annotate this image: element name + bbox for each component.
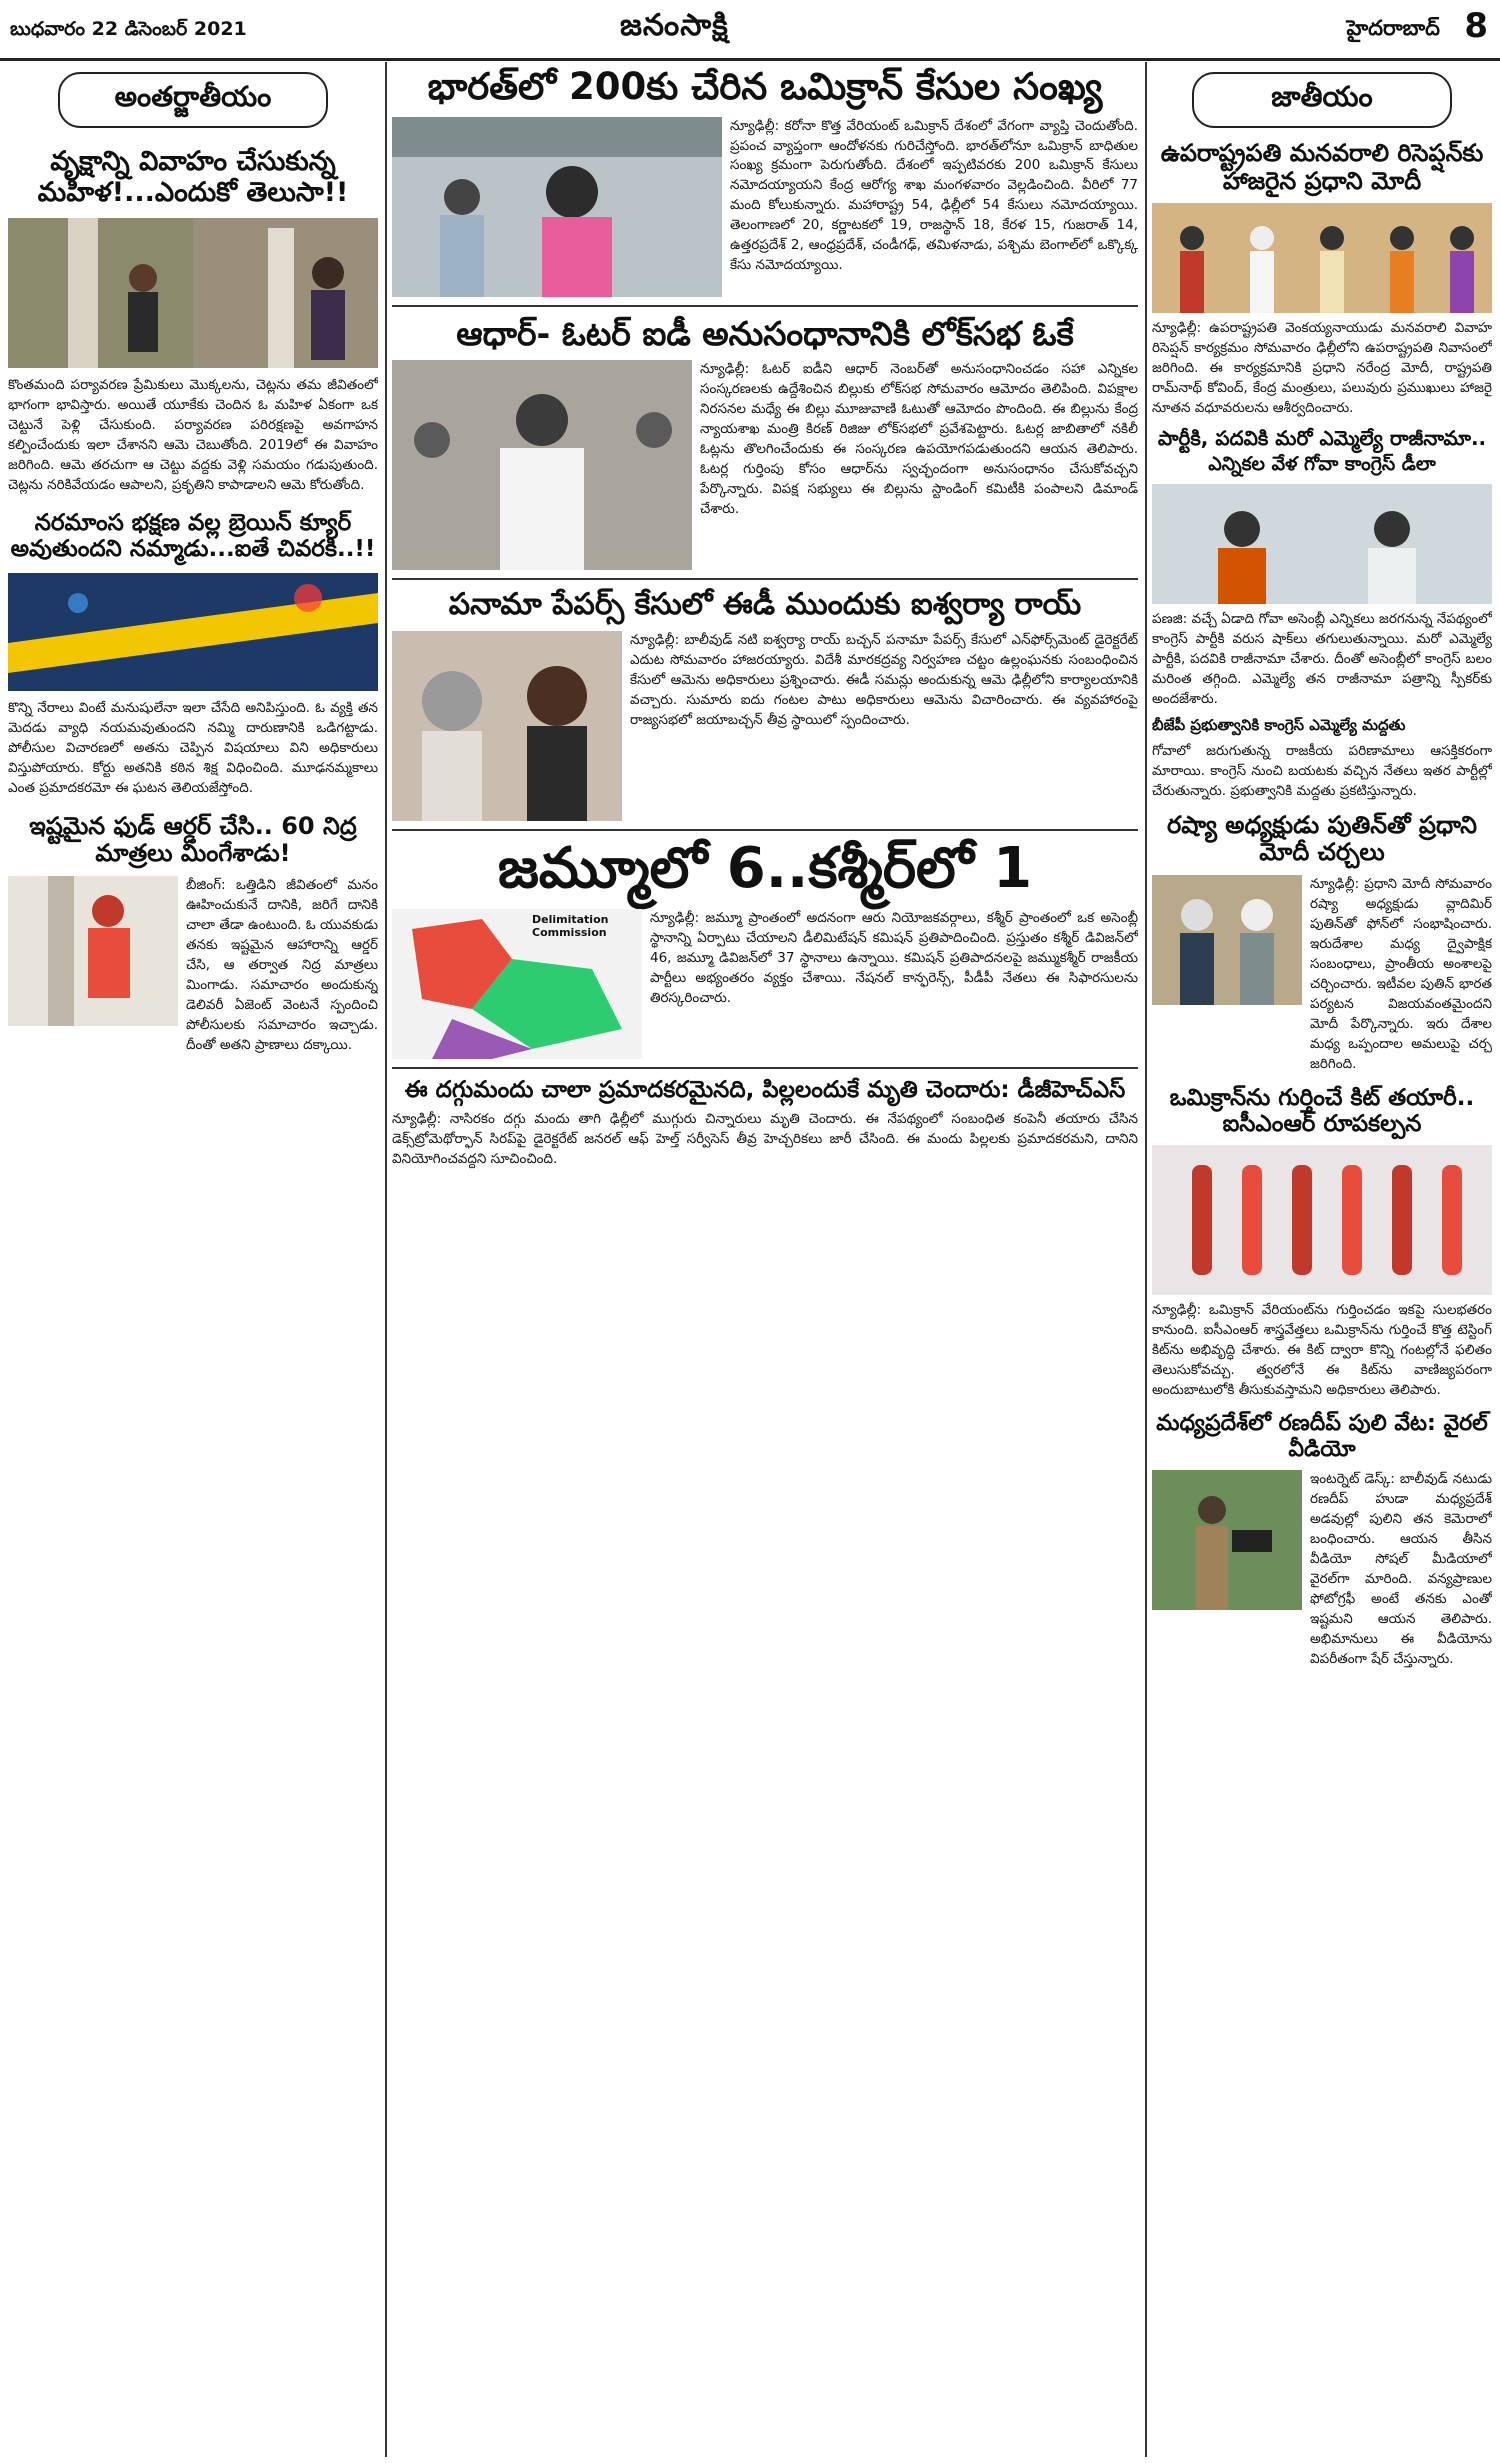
jammu-kashmir-body: న్యూఢిల్లీ: జమ్మూ ప్రాంతంలో అదనంగా ఆరు నియోజకవర్గాలు, కశ్మీర్ ప్రాంతంలో ఒక అసెంబ్లీ స్థానాన్ని ఏర్పాటు చేయాలని డీలిమిటేషన్ కమిషన్ ప్రతిపాదించింది. ప్రస్తుతం కశ్మీర్ డివిజన్‌లో 46, జమ్మూ డివిజన్‌లో 37 స్థానాలు ఉన్నాయి. కమిషన్ ప్రతిపాదనలపై జమ్ముకశ్మీర్ రాజకీయ పార్టీలు అభ్యంతరం వ్యక్తం చేశాయి. నేషనల్ కాన్ఫరెన్స్, పీడీపీ నేతలు ఈ సిఫారసులను తిరస్కరించారు. [650, 910, 1138, 1007]
cough-syrup-headline: ఈ దగ్గుమందు చాలా ప్రమాదకరమైనది, పిల్లలందుకే మృతి చెందారు: డీజీహెచ్ఎస్ [404, 1077, 1126, 1104]
left-column [8, 66, 378, 2456]
edition-city: హైదరాబాద్ [1346, 16, 1440, 40]
panama-papers-headline: పనామా పేపర్స్ కేసులో ఈడీ ముందుకు ఐశ్వర్యా రాయ్ [448, 587, 1082, 623]
aadhaar-voter-id-body: న్యూఢిల్లీ: ఓటర్ ఐడీని ఆధార్ నెంబర్‌తో అనుసంధానించడం సహా ఎన్నికల సంస్కరణలకు ఉద్దేశించిన బిల్లుకు లోక్‌సభ సోమవారం ఆమోదం తెలిపింది. విపక్షాల నిరసనల మధ్యే ఈ బిల్లు మూజువాణి ఓటుతో ఆమోదం పొందింది. ఈ బిల్లును కేంద్ర న్యాయశాఖ మంత్రి కిరణ్ రిజిజు లోక్‌సభలో ప్రవేశపెట్టారు. ఓటర్ల జాబితాలో నకిలీ ఓట్లను తొలగించేందుకు ఈ సంస్కరణ ఉపయోగపడుతుందని ఆయన తెలిపారు. ఓటర్ల గుర్తింపు కోసం ఆధార్‌ను స్వచ్ఛందంగా అనుసంధానం చేసుకోవచ్చని పేర్కొన్నారు. విపక్ష సభ్యులు ఈ బిల్లును స్టాండింగ్ కమిటీకి పంపాలని డిమాండ్ చేశారు. [700, 361, 1138, 518]
right-column [1152, 66, 1492, 2456]
map-title: Delimitation Commission [532, 913, 609, 940]
divider [392, 578, 1138, 580]
vaccination-photo [392, 117, 722, 297]
sleeping-pills-headline: ఇష్టమైన ఫుడ్ ఆర్డర్ చేసి.. 60 నిద్ర మాత్రలు మింగేశాడు! [29, 811, 357, 868]
actor-tiger-photo [1152, 1470, 1302, 1610]
bjp-support-body: గోవాలో జరుగుతున్న రాజకీయ పరిణామాలు ఆసక్తికరంగా మారాయి. కాంగ్రెస్ నుంచి బయటకు వచ్చిన నేతలు ఇతర పార్టీల్లో చేరుతున్నారు. ప్రభుత్వానికి మద్దతు ప్రకటిస్తున్నారు. [1152, 742, 1492, 799]
column-divider [385, 62, 387, 2457]
tree-marriage-body: కొంతమంది పర్యావరణ ప్రేమికులు మొక్కలను, చెట్లను తమ జీవితంలో భాగంగా భావిస్తారు. అయితే యూకేకు చెందిన ఓ మహిళ ఏకంగా ఒక చెట్టునే పెళ్లి చేసుకుంది. పర్యావరణ పరిరక్షణపై అవగాహన కల్పించేందుకు ఇలా చేశానని ఆమె చెబుతోంది. 2019లో ఈ వివాహం జరిగింది. ఆమె తరచుగా ఆ చెట్టు వద్దకు వెళ్లి సమయం గడుపుతుంది. చెట్లను నరికివేయడం ఆపాలని, ప్రకృతిని కాపాడాలని ఆమె కోరుతోంది. [8, 377, 378, 493]
jammu-kashmir-headline: జమ్మూలో 6..కశ్మీర్‌లో 1 [497, 835, 1033, 901]
delivery-man-image [8, 876, 178, 1026]
woman-tree-image [8, 218, 378, 368]
icmr-kit-headline: ఒమిక్రాన్‌ను గుర్తించే కిట్ తయారీ.. ఐసీఎంఆర్ రూపకల్పన [1169, 1084, 1475, 1137]
cannibal-headline: నరమాంస భక్షణ వల్ల బ్రెయిన్ క్యూర్ అవుతుందని నమ్మాడు...ఐతే చివరకి..!! [10, 509, 376, 563]
divider [392, 829, 1138, 831]
sleeping-pills-body: బీజింగ్: ఒత్తిడిని జీవితంలో మనం ఊహించుకునే దానికి, జరిగే దానికి చాలా తేడా ఉంటుంది. ఓ యువకుడు తనకు ఇష్టమైన ఆహారాన్ని ఆర్డర్ చేసి, ఆ తర్వాత నిద్ర మాత్రలు మింగాడు. సమాచారం అందుకున్న డెలివరీ ఏజెంట్ వెంటనే స్పందించి పోలీసులకు సమాచారం ఇచ్చాడు. దీంతో అతని ప్రాణాలు దక్కాయి. [186, 876, 378, 1053]
bjp-support-subhead: బీజేపీ ప్రభుత్వానికి కాంగ్రెస్ ఎమ్మెల్యే మద్దతు [1152, 715, 1406, 734]
vp-reception-headline: ఉపరాష్ట్రపతి మనవరాలి రిసెప్షన్‌కు హాజరైన ప్రధాని మోదీ [1160, 139, 1484, 195]
section-national: జాతీయం [1192, 72, 1452, 128]
putin-modi-photo [1152, 875, 1302, 1005]
tree-photo [8, 218, 378, 368]
icmr-kit-body: న్యూఢిల్లీ: ఒమిక్రాన్ వేరియంట్‌ను గుర్తించడం ఇకపై సులభతరం కానుంది. ఐసీఎంఆర్ శాస్త్రవేత్తలు ఒమిక్రాన్‌ను గుర్తించే కొత్త టెస్టింగ్ కిట్‌ను అభివృద్ధి చేశారు. ఈ కిట్ ద్వారా కొన్ని గంటల్లోనే ఫలితం తెలుసుకోవచ్చు. త్వరలోనే ఈ కిట్‌ను వాణిజ్యపరంగా అందుబాటులోకి తీసుకువస్తామని అధికారులు తెలిపారు. [1152, 1302, 1492, 1399]
goa-resignation-photo [1152, 484, 1492, 604]
section-international: అంతర్జాతీయం [58, 72, 328, 128]
page-number: 8 [1464, 6, 1488, 46]
goa-congress-subheadline: ఎన్నికల వేళ గోవా కాంగ్రెస్ డీలా [1208, 453, 1436, 476]
divider [392, 305, 1138, 307]
putin-modi-headline: రష్యా అధ్యక్షుడు పుతిన్‌తో ప్రధాని మోదీ చర్చలు [1166, 810, 1478, 867]
divider [392, 1067, 1138, 1069]
cough-syrup-body: న్యూఢిల్లీ: నాసిరకం దగ్గు మందు తాగి ఢిల్లీలో ముగ్గురు చిన్నారులు మృతి చెందారు. ఈ నేపథ్యంలో సంబంధిత కంపెనీ తయారు చేసిన డెక్స్‌ట్రోమెథోర్ఫాన్ సిరప్‌పై డైరెక్టరేట్ జనరల్ ఆఫ్ హెల్త్ సర్వీసెస్ తీవ్ర హెచ్చరికలు జారీ చేసింది. ఈ మందు పిల్లలకు ప్రమాదకరమని, దానిని వినియోగించవద్దని సూచించింది. [392, 1110, 1138, 1167]
center-column [392, 62, 1138, 2457]
panama-papers-body: న్యూఢిల్లీ: బాలీవుడ్ నటి ఐశ్వర్యా రాయ్ బచ్చన్ పనామా పేపర్స్ కేసులో ఎన్‌ఫోర్స్‌మెంట్ డైరెక్టరేట్ ఎదుట సోమవారం హాజరయ్యారు. విదేశీ మారకద్రవ్య నిర్వహణ చట్టం ఉల్లంఘనకు సంబంధించిన కేసులో ఆమెను అధికారులు ప్రశ్నించారు. ఈడీ సమన్లు అందుకున్న ఆమె ఢిల్లీలోని కార్యాలయానికి వచ్చారు. సుమారు ఐదు గంటల పాటు అధికారులు ఆమెను విచారించారు. ఈ వ్యవహారంపై రాజ్యసభలో జయాబచ్చన్ తీవ్ర స్థాయిలో స్పందించారు. [630, 631, 1138, 728]
crime-scene-photo [8, 573, 378, 691]
delimitation-map [392, 909, 642, 1059]
aadhaar-voter-id-headline: ఆధార్- ఓటర్ ఐడీ అనుసంధానానికి లోక్‌సభ ఓకే [456, 313, 1074, 353]
lok-sabha-minister-photo [392, 360, 692, 570]
newspaper-logo: జనంసాక్షి [620, 8, 729, 43]
issue-date: బుధవారం 22 డిసెంబర్ 2021 [10, 18, 247, 40]
cannibal-body: కొన్ని నేరాలు వింటే మనుషులేనా ఇలా చేసేది అనిపిస్తుంది. ఓ వ్యక్తి తన మెదడు వ్యాధి నయమవుతుందని నమ్మి దారుణానికి ఒడిగట్టాడు. పోలీసుల విచారణలో అతను చెప్పిన విషయాలు విని అధికారులు విస్తుపోయారు. కోర్టు అతనికి కఠిన శిక్ష విధించింది. మూఢనమ్మకాలు ఎంత ప్రమాదకరమో ఈ ఘటన తెలియజేస్తోంది. [8, 699, 378, 796]
omicron-body: న్యూఢిల్లీ: కరోనా కొత్త వేరియంట్ ఒమిక్రాన్ దేశంలో వేగంగా వ్యాప్తి చెందుతోంది. ప్రపంచ వ్యాప్తంగా ఆందోళనకు గురిచేస్తోంది. భారత్‌లోనూ ఒమిక్రాన్ బాధితుల సంఖ్య క్రమంగా పెరుగుతోంది. దేశంలో ఇప్పటివరకు 200 ఒమిక్రాన్ కేసులు నమోదయ్యాయని కేంద్ర ఆరోగ్య శాఖ మంగళవారం వెల్లడించింది. వీరిలో 77 మంది కోలుకున్నారు. మహారాష్ట్ర 54, ఢిల్లీలో 54 కేసులు నమోదయ్యాయి. తెలంగాణలో 20, కర్ణాటకలో 19, రాజస్థాన్ 18, కేరళ 15, గుజరాత్ 14, ఉత్తరప్రదేశ్ 2, ఆంధ్రప్రదేశ్, చండీగఢ్, తమిళనాడు, పశ్చిమ బెంగాల్‌లో ఒక్కొక్క కేసు నమోదయ్యాయి. [730, 117, 1138, 274]
putin-modi-body: న్యూఢిల్లీ: ప్రధాని మోదీ సోమవారం రష్యా అధ్యక్షుడు వ్లాదిమిర్ పుతిన్‌తో ఫోన్‌లో సంభాషించారు. ఇరుదేశాల మధ్య ద్వైపాక్షిక సంబంధాలు, ప్రాంతీయ అంశాలపై చర్చించారు. ఇటీవల పుతిన్ భారత పర్యటన విజయవంతమైందని మోదీ పేర్కొన్నారు. ఇరు దేశాల మధ్య ఒప్పందాల అమలుపై చర్చ జరిగింది. [1310, 875, 1492, 1072]
masthead [0, 0, 1500, 61]
vp-reception-body: న్యూఢిల్లీ: ఉపరాష్ట్రపతి వెంకయ్యనాయుడు మనవరాలి వివాహ రిసెప్షన్ కార్యక్రమం సోమవారం ఢిల్లీలోని ఉపరాష్ట్రపతి నివాసంలో జరిగింది. ఈ కార్యక్రమానికి ప్రధాని నరేంద్ర మోదీ, రాష్ట్రపతి రామ్‌నాథ్ కోవింద్, కేంద్ర మంత్రులు, పలువురు ప్రముఖులు హాజరై నూతన వధూవరులను ఆశీర్వదించారు. [1152, 320, 1492, 417]
tree-marriage-headline: వృక్షాన్ని వివాహం చేసుకున్న మహిళ!...ఎందుకో తెలుసా!! [37, 146, 349, 209]
column-divider [1145, 62, 1147, 2457]
test-tubes-photo [1152, 1145, 1492, 1295]
aishwarya-jaya-photo [392, 631, 622, 821]
goa-mla-headline: పార్టీకి, పదవికి మరో ఎమ్మెల్యే రాజీనామా.. [1157, 426, 1487, 451]
goa-congress-body: పణజి: వచ్చే ఏడాది గోవా అసెంబ్లీ ఎన్నికలు జరగనున్న నేపథ్యంలో కాంగ్రెస్ పార్టీకి వరుస షాక్‌లు తగులుతున్నాయి. మరో ఎమ్మెల్యే పార్టీకి, పదవికి రాజీనామా చేశారు. దీంతో అసెంబ్లీలో కాంగ్రెస్ బలం మరింత తగ్గింది. ఎమ్మెల్యే తన రాజీనామా పత్రాన్ని స్పీకర్‌కు అందజేశారు. [1152, 610, 1492, 707]
omicron-headline: భారత్‌లో 200కు చేరిన ఒమిక్రాన్ కేసుల సంఖ్య [427, 65, 1103, 108]
reception-photo [1152, 203, 1492, 313]
tiger-video-headline: మధ్యప్రదేశ్‌లో రణదీప్ పులి వేట: వైరల్ వీడియో [1156, 1411, 1488, 1462]
tiger-video-body: ఇంటర్నెట్ డెస్క్: బాలీవుడ్ నటుడు రణదీప్ హుడా మధ్యప్రదేశ్ అడవుల్లో పులిని తన కెమెరాలో బంధించారు. ఆయన తీసిన వీడియో సోషల్ మీడియాలో వైరల్‌గా మారింది. వన్యప్రాణుల ఫోటోగ్రఫీ అంటే తనకు ఎంతో ఇష్టమని ఆయన తెలిపారు. అభిమానులు ఈ వీడియోను విపరీతంగా షేర్ చేస్తున్నారు. [1310, 1470, 1492, 1667]
crime-scene-tape-image [8, 573, 378, 691]
